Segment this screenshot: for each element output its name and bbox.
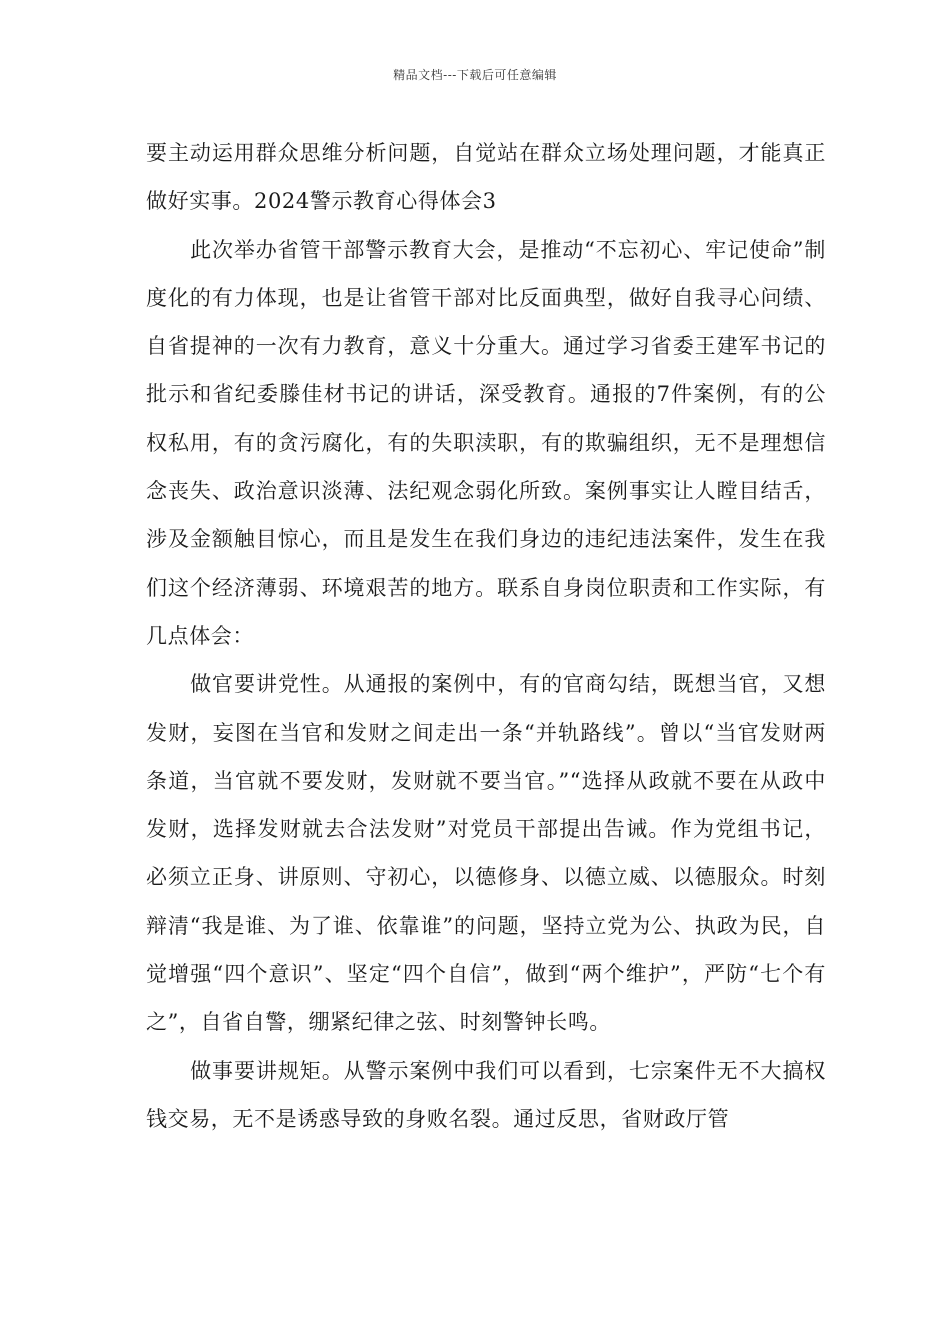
document-body	[146, 129, 826, 1143]
paragraph-3: 做官要讲党性。从通报的案例中，有的官商勾结，既想当官，又想发财，妄图在当官和发财之间走出一条“并轨路线”。曾以“当官发财两条道，当官就不要发财，发财就不要当官。”“选择从政就不要在从政中发财，选择发财就去合法发财”对党员干部提出告诫。作为党组书记，必须立正身、讲原则、守初心，以德修身、以德立威、以德服众。时刻辩清“我是谁、为了谁、依靠谁”的问题，坚持立党为公、执政为民，自觉增强“四个意识”、坚定“四个自信”，做到“两个维护”，严防“七个有之”，自省自警，绷紧纪律之弦、时刻警钟长鸣。	[146, 672, 826, 1035]
page-header: 精品文档---下载后可任意编辑	[393, 68, 557, 82]
paragraph-4: 做事要讲规矩。从警示案例中我们可以看到，七宗案件无不大搞权钱交易，无不是诱惑导致的身败名裂。通过反思，省财政厅管	[146, 1058, 826, 1131]
paragraph-1: 要主动运用群众思维分析问题，自觉站在群众立场处理问题，才能真正做好实事。2024警示教育心得体会3	[146, 141, 826, 214]
paragraph-2: 此次举办省管干部警示教育大会，是推动“不忘初心、牢记使命”制度化的有力体现，也是让省管干部对比反面典型，做好自我寻心问绩、自省提神的一次有力教育，意义十分重大。通过学习省委王建军书记的批示和省纪委滕佳材书记的讲话，深受教育。通报的7件案例，有的公权私用，有的贪污腐化，有的失职渎职，有的欺骗组织，无不是理想信念丧失、政治意识淡薄、法纪观念弱化所致。案例事实让人瞠目结舌，涉及金额触目惊心，而且是发生在我们身边的违纪违法案件，发生在我们这个经济薄弱、环境艰苦的地方。联系自身岗位职责和工作实际，有几点体会：	[146, 237, 826, 648]
